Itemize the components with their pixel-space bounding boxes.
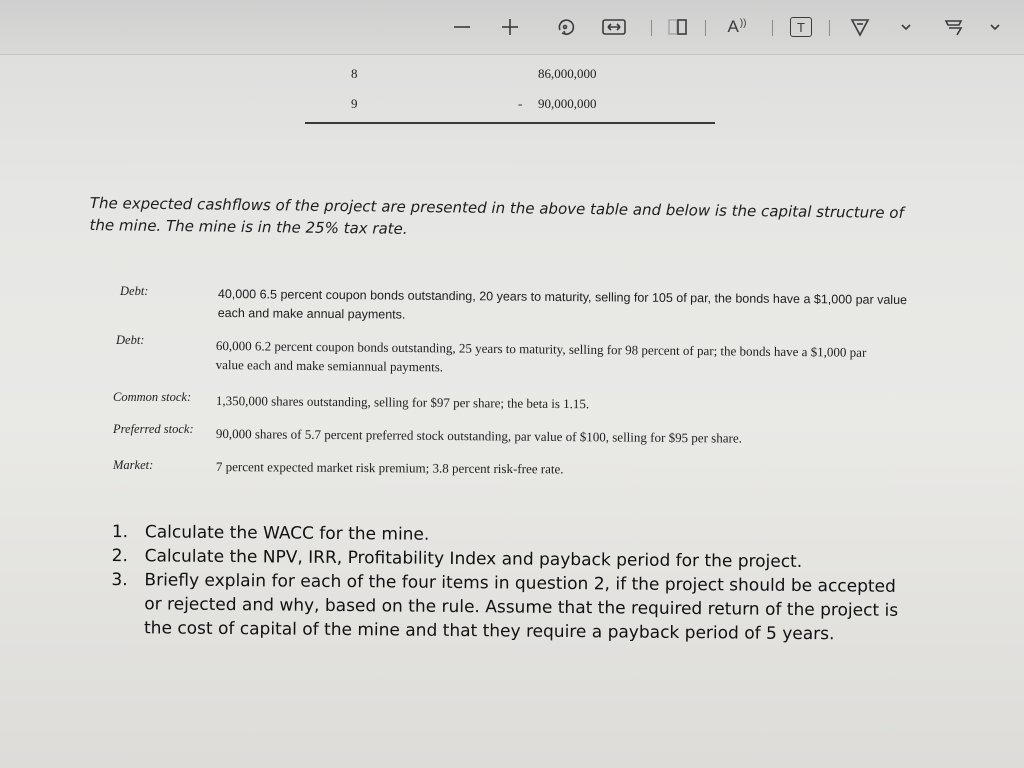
capital-item-text: 1,350,000 shares outstanding, selling for $97 per share; the beta is 1.15. — [215, 392, 590, 412]
question-number: 1. — [111, 521, 129, 543]
capital-item-label: Debt: — [116, 333, 145, 347]
table-row-mark: - — [518, 96, 523, 111]
capital-item-label: Common stock: — [113, 390, 192, 404]
question-number: 2. — [111, 545, 129, 567]
table-row-year: 9 — [351, 96, 358, 111]
read-aloud-icon: A — [727, 17, 739, 36]
capital-item-label: Market: — [113, 458, 154, 472]
capital-item-text: 90,000 shares of 5.7 percent preferred stock outstanding, par value of $100, selling for $95 per share. — [215, 425, 742, 446]
question-text: Calculate the WACC for the mine. — [144, 522, 430, 545]
read-aloud-button[interactable]: A )) — [727, 17, 747, 36]
intro-paragraph: The expected cashflows of the project are presented in the above table and below is the capital structure of the mine. The mine is in the 25% tax rate. — [89, 193, 904, 238]
capital-item-text: 40,000 6.5 percent coupon bonds outstanding, 20 years to maturity, selling for 105 of par, the bonds have a $1,000 par value each and make annual payments. — [217, 286, 908, 322]
question-text: Briefly explain for each of the four items in question 2, if the project should be accepted or rejected and why, based on the rule. Assume that the required return of the project is the cost of capital of the mine and that they require a payback period of 5 years. — [143, 570, 899, 645]
capital-item-text: 7 percent expected market risk premium; 3.8 percent risk-free rate. — [215, 458, 564, 477]
question-list — [111, 520, 912, 647]
capital-item-label: Debt: — [120, 284, 149, 298]
question-text: Calculate the NPV, IRR, Profitability Index and payback period for the project. — [144, 546, 803, 573]
question-number: 3. — [111, 569, 128, 591]
capital-item-label: Preferred stock: — [113, 422, 194, 436]
table-row-cashflow: 86,000,000 — [538, 66, 597, 81]
capital-item-text: 60,000 6.2 percent coupon bonds outstanding, 25 years to maturity, selling for 98 percent of par; the bonds have a $1,000 par value each and make semiannual payments. — [215, 337, 867, 375]
list-item — [111, 568, 912, 647]
table-row-year: 8 — [351, 66, 358, 81]
table-row-cashflow: 90,000,000 — [538, 96, 597, 111]
text-box-icon: T — [790, 17, 812, 37]
